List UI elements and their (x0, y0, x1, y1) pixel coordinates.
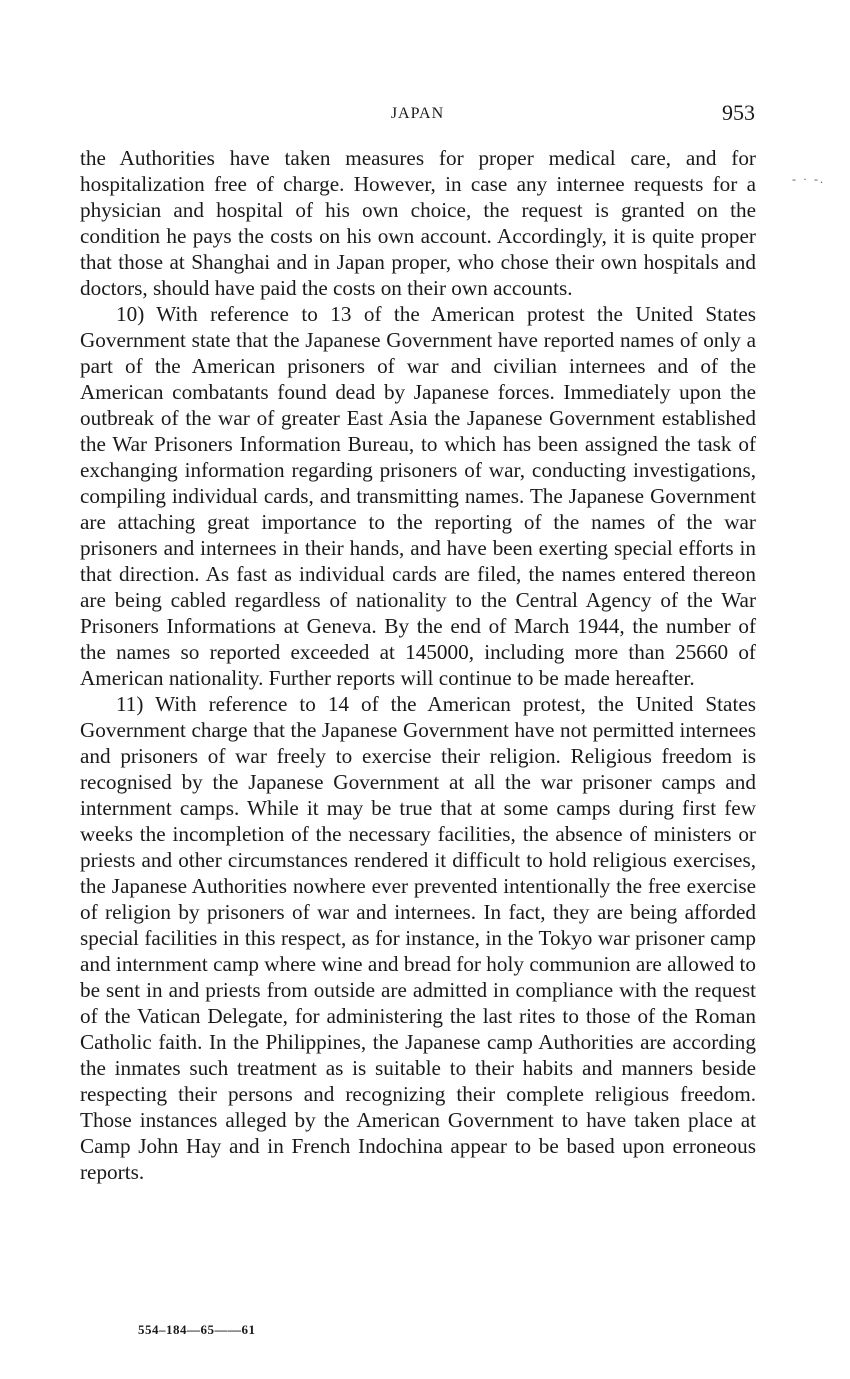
paragraph-continuation: the Authorities have taken measures for proper medical care, and for hospitalization free of charge. However, in case any internee requests for a physician and hospital of his own choice, the request is granted on the condition he pays the costs on his own account. Accordingly, it is quite proper that those at Shanghai and in Japan proper, who chose their own hospitals and doctors, should have paid the costs on their own accounts. (80, 146, 756, 300)
paragraph-11: 11) With reference to 14 of the American protest, the United States Government charge that the Japanese Government have not permitted internees and prisoners of war freely to exercise their religion. Religious freedom is recognised by the Japanese Government at all the war prisoner camps and internment camps. While it may be true that at some camps during first few weeks the incompletion of the necessary facilities, the absence of ministers or priests and other circumstances rendered it difficult to hold religious exercises, the Japanese Authorities nowhere ever prevented intentionally the free exercise of religion by prisoners of war and internees. In fact, they are being afforded special facilities in this respect, as for instance, in the Tokyo war prisoner camp and internment camp where wine and bread for holy communion are allowed to be sent in and priests from outside are admitted in compliance with the request of the Vatican Delegate, for administering the last rites to those of the Roman Catholic faith. In the Philippines, the Japanese camp Authorities are according the inmates such treatment as is suitable to their habits and manners beside respecting their persons and recognizing their complete religious freedom. Those instances alleged by the American Government to have taken place at Camp John Hay and in French Indochina appear to be based upon erroneous reports. (80, 692, 756, 1184)
printer-code: 554–184—65——61 (138, 1322, 256, 1337)
running-title: JAPAN (390, 105, 445, 122)
paragraph-10: 10) With reference to 13 of the American protest the United States Government state that the Japanese Government have reported names of only a part of the American prisoners of war and civilian internees and of the American combatants found dead by Japanese forces. Immediately upon the outbreak of the war of greater East Asia the Japanese Government established the War Prisoners Information Bureau, to which has been assigned the task of exchanging information regarding prisoners of war, conducting investigations, compiling individual cards, and transmitting names. The Japanese Government are attaching great importance to the reporting of the names of the war prisoners and internees in their hands, and have been exerting special efforts in that direction. As fast as individual cards are filed, the names entered thereon are being cabled regardless of nationality to the Central Agency of the War Prisoners Informations at Geneva. By the end of March 1944, the number of the names so reported exceeded at 145000, including more than 25660 of American nationality. Further reports will continue to be made hereafter. (80, 302, 756, 690)
running-head (80, 100, 755, 130)
margin-mark: - · -. (792, 172, 825, 186)
page-number: 953 (722, 100, 755, 125)
body-text (80, 145, 756, 1185)
